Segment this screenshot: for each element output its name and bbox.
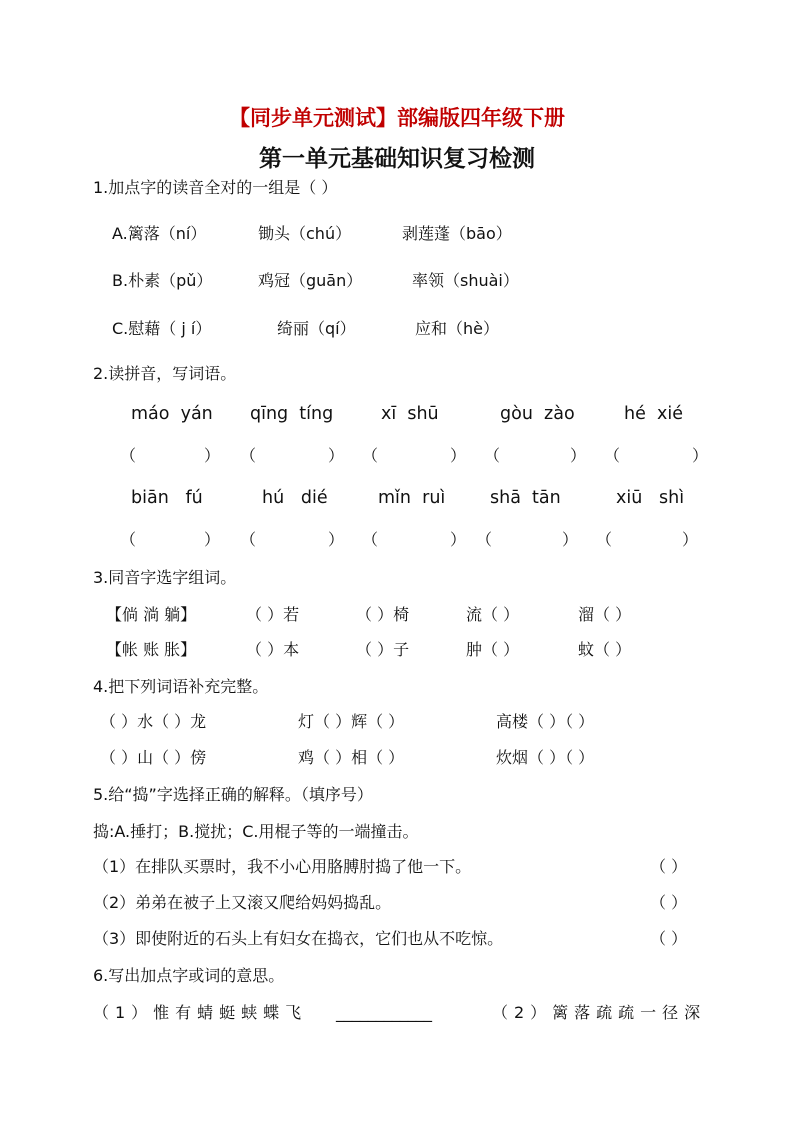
worksheet-title: 第一单元基础知识复习检测: [259, 145, 535, 172]
idiom-fill[interactable]: （ ）水（ ）龙: [100, 712, 207, 731]
q1-option-b-1: B.朴素（pǔ）: [112, 271, 213, 290]
pinyin-5: hé xié: [624, 404, 683, 424]
pinyin-8: mǐn ruì: [378, 488, 446, 508]
worksheet-subtitle: 【同步单元测试】部编版四年级下册: [229, 106, 565, 130]
answer-blank-close: ）: [204, 446, 221, 465]
q1-option-a-1: A.篱落（ní）: [112, 224, 207, 243]
answer-blank-open[interactable]: （: [240, 530, 257, 549]
question-3-stem: 3.同音字选字组词。: [93, 568, 237, 587]
answer-blank-close: ）: [328, 530, 345, 549]
answer-blank[interactable]: （ ）: [650, 857, 688, 876]
answer-blank-open[interactable]: （: [120, 446, 137, 465]
sentence-item: （2）弟弟在被子上又滚又爬给妈妈捣乱。: [93, 893, 392, 912]
q1-option-b-2: 鸡冠（guān）: [258, 271, 363, 290]
answer-blank-open[interactable]: （: [362, 446, 379, 465]
answer-blank-open[interactable]: （: [596, 530, 613, 549]
fill-blank[interactable]: （ ）椅: [356, 605, 410, 624]
answer-blank-close: ）: [692, 446, 709, 465]
answer-line[interactable]: ____________: [336, 1003, 432, 1022]
question-4-stem: 4.把下列词语补充完整。: [93, 677, 269, 696]
answer-blank-close: ）: [328, 446, 345, 465]
idiom-fill[interactable]: 高楼（ ）（ ）: [496, 712, 595, 731]
answer-blank-open[interactable]: （: [120, 530, 137, 549]
fill-blank[interactable]: 溜（ ）: [578, 605, 632, 624]
q1-option-c-2: 绮丽（qí）: [277, 319, 356, 338]
q1-option-a-3: 剥莲蓬（bāo）: [402, 224, 512, 243]
poem-line-1: （1）惟有蜻蜓蛱蝶飞: [93, 1003, 308, 1022]
answer-blank-open[interactable]: （: [476, 530, 493, 549]
answer-blank[interactable]: （ ）: [650, 893, 688, 912]
answer-blank-close: ）: [204, 530, 221, 549]
question-6-stem: 6.写出加点字或词的意思。: [93, 966, 285, 985]
answer-blank-close: ）: [450, 446, 467, 465]
idiom-fill[interactable]: 灯（ ）辉（ ）: [298, 712, 405, 731]
pinyin-10: xiū shì: [616, 488, 685, 508]
idiom-fill[interactable]: 鸡（ ）相（ ）: [298, 748, 405, 767]
definition-line: 捣:A.捶打；B.搅扰；C.用棍子等的一端撞击。: [93, 822, 419, 841]
question-5-stem: 5.给“捣”字选择正确的解释。（填序号）: [93, 785, 373, 804]
sentence-item: （1）在排队买票时，我不小心用胳膊肘捣了他一下。: [93, 857, 472, 876]
idiom-fill[interactable]: 炊烟（ ）（ ）: [496, 748, 595, 767]
poem-line-2: （2）篱落疏疏一径深: [492, 1003, 707, 1022]
homophone-group: 【倘 淌 躺】: [106, 605, 197, 624]
pinyin-4: gòu zào: [500, 404, 575, 424]
answer-blank-close: ）: [682, 530, 699, 549]
q1-option-c-1: C.慰藉（ j í）: [112, 319, 212, 338]
answer-blank-open[interactable]: （: [362, 530, 379, 549]
pinyin-6: biān fú: [131, 488, 203, 508]
fill-blank[interactable]: （ ）若: [246, 605, 300, 624]
question-1-stem: 1.加点字的读音全对的一组是（ ）: [93, 178, 338, 197]
answer-blank-close: ）: [450, 530, 467, 549]
pinyin-7: hú dié: [262, 488, 328, 508]
q1-option-a-2: 锄头（chú）: [258, 224, 352, 243]
answer-blank-close: ）: [570, 446, 587, 465]
fill-blank[interactable]: 肿（ ）: [466, 640, 520, 659]
q1-option-b-3: 率领（shuài）: [412, 271, 519, 290]
answer-blank-open[interactable]: （: [484, 446, 501, 465]
fill-blank[interactable]: 蚊（ ）: [578, 640, 632, 659]
pinyin-1: máo yán: [131, 404, 213, 424]
sentence-item: （3）即使附近的石头上有妇女在捣衣，它们也从不吃惊。: [93, 929, 504, 948]
pinyin-2: qīng tíng: [250, 404, 334, 424]
answer-blank[interactable]: （ ）: [650, 929, 688, 948]
q1-option-c-3: 应和（hè）: [415, 319, 499, 338]
answer-blank-open[interactable]: （: [240, 446, 257, 465]
pinyin-9: shā tān: [490, 488, 561, 508]
homophone-group: 【帐 账 胀】: [106, 640, 197, 659]
fill-blank[interactable]: （ ）本: [246, 640, 300, 659]
fill-blank[interactable]: 流（ ）: [466, 605, 520, 624]
answer-blank-close: ）: [562, 530, 579, 549]
answer-blank-open[interactable]: （: [604, 446, 621, 465]
pinyin-3: xī shū: [381, 404, 439, 424]
question-2-stem: 2.读拼音，写词语。: [93, 364, 237, 383]
fill-blank[interactable]: （ ）子: [356, 640, 410, 659]
idiom-fill[interactable]: （ ）山（ ）傍: [100, 748, 207, 767]
